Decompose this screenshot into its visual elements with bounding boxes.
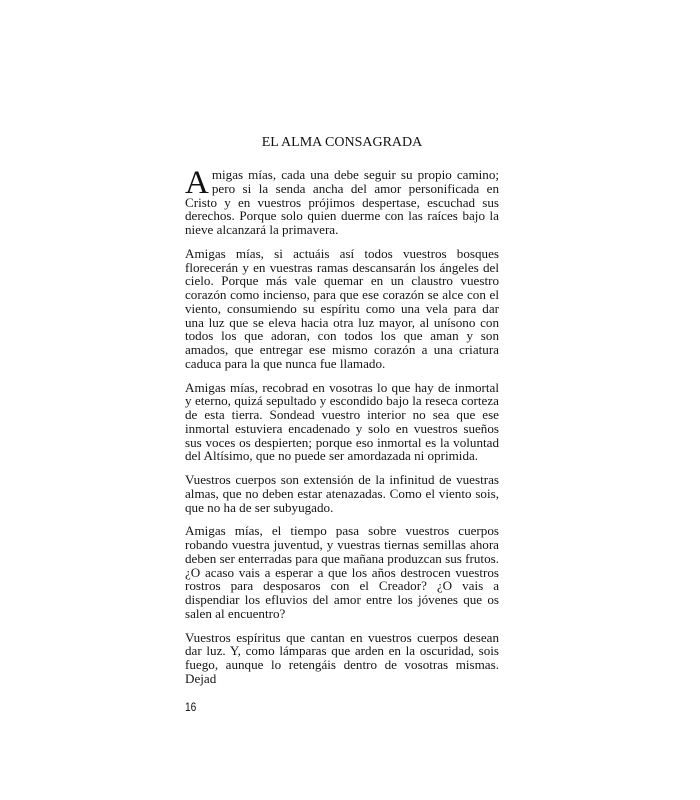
page-number: 16 — [185, 700, 197, 714]
paragraph-6: Vuestros espíritus que cantan en vuestros cuerpos desean dar luz. Y, como lámparas que arden en la oscuridad, sois fuego, aunque lo retengáis dentro de vosotras mismas. Dejad — [185, 629, 499, 686]
chapter-title: EL ALMA CONSAGRADA — [261, 135, 423, 150]
chapter-body — [185, 168, 499, 696]
paragraph-3: Amigas mías, recobrad en vosotras lo que hay de inmortal y eterno, quizá sepultado y escondido bajo la reseca corteza de esta tierra. Sondead vuestro interior no sea que ese inmortal estuviera encadenado y solo en vuestros sueños sus voces os despierten; porque eso inmortal es la voluntad del Altísimo, que no puede ser amordazada ni oprimida. — [185, 379, 499, 464]
paragraph-1-text: migas mías, cada una debe seguir su propio camino; pero si la senda ancha del amor personificada en Cristo y en vuestros prójimos despertase, escuchad sus derechos. Porque solo quien duerme con las raíces bajo la nieve alcanzará la primavera. — [185, 167, 499, 237]
paragraph-5: Amigas mías, el tiempo pasa sobre vuestros cuerpos robando vuestra juventud, y vuestras tiernas semillas ahora deben ser enterradas para que mañana produzcan sus frutos. ¿O acaso vais a esperar a que los años destrocen vuestros rostros para desposaros con el Creador? ¿O vais a dispendiar los efluvios del amor entre los jóvenes que os salen al encuentro? — [185, 523, 499, 621]
paragraph-2: Amigas mías, si actuáis así todos vuestros bosques florecerán y en vuestras ramas descansarán los ángeles del cielo. Porque más vale quemar en un claustro vuestro corazón como incienso, para que ese corazón se alce con el viento, consumiendo su espíritu como una vela para dar una luz que se eleva hacia otra luz mayor, al unísono con todos los que adoran, con todos los que aman y son amados, que entregar ese mismo corazón a una criatura caduca para la que nunca fue llamado. — [185, 245, 499, 371]
paragraph-1 — [185, 168, 499, 237]
paragraph-4: Vuestros cuerpos son extensión de la infinitud de vuestras almas, que no deben estar atenazadas. Como el viento sois, que no ha de ser subyugado. — [185, 472, 499, 515]
drop-cap: A — [185, 168, 209, 196]
